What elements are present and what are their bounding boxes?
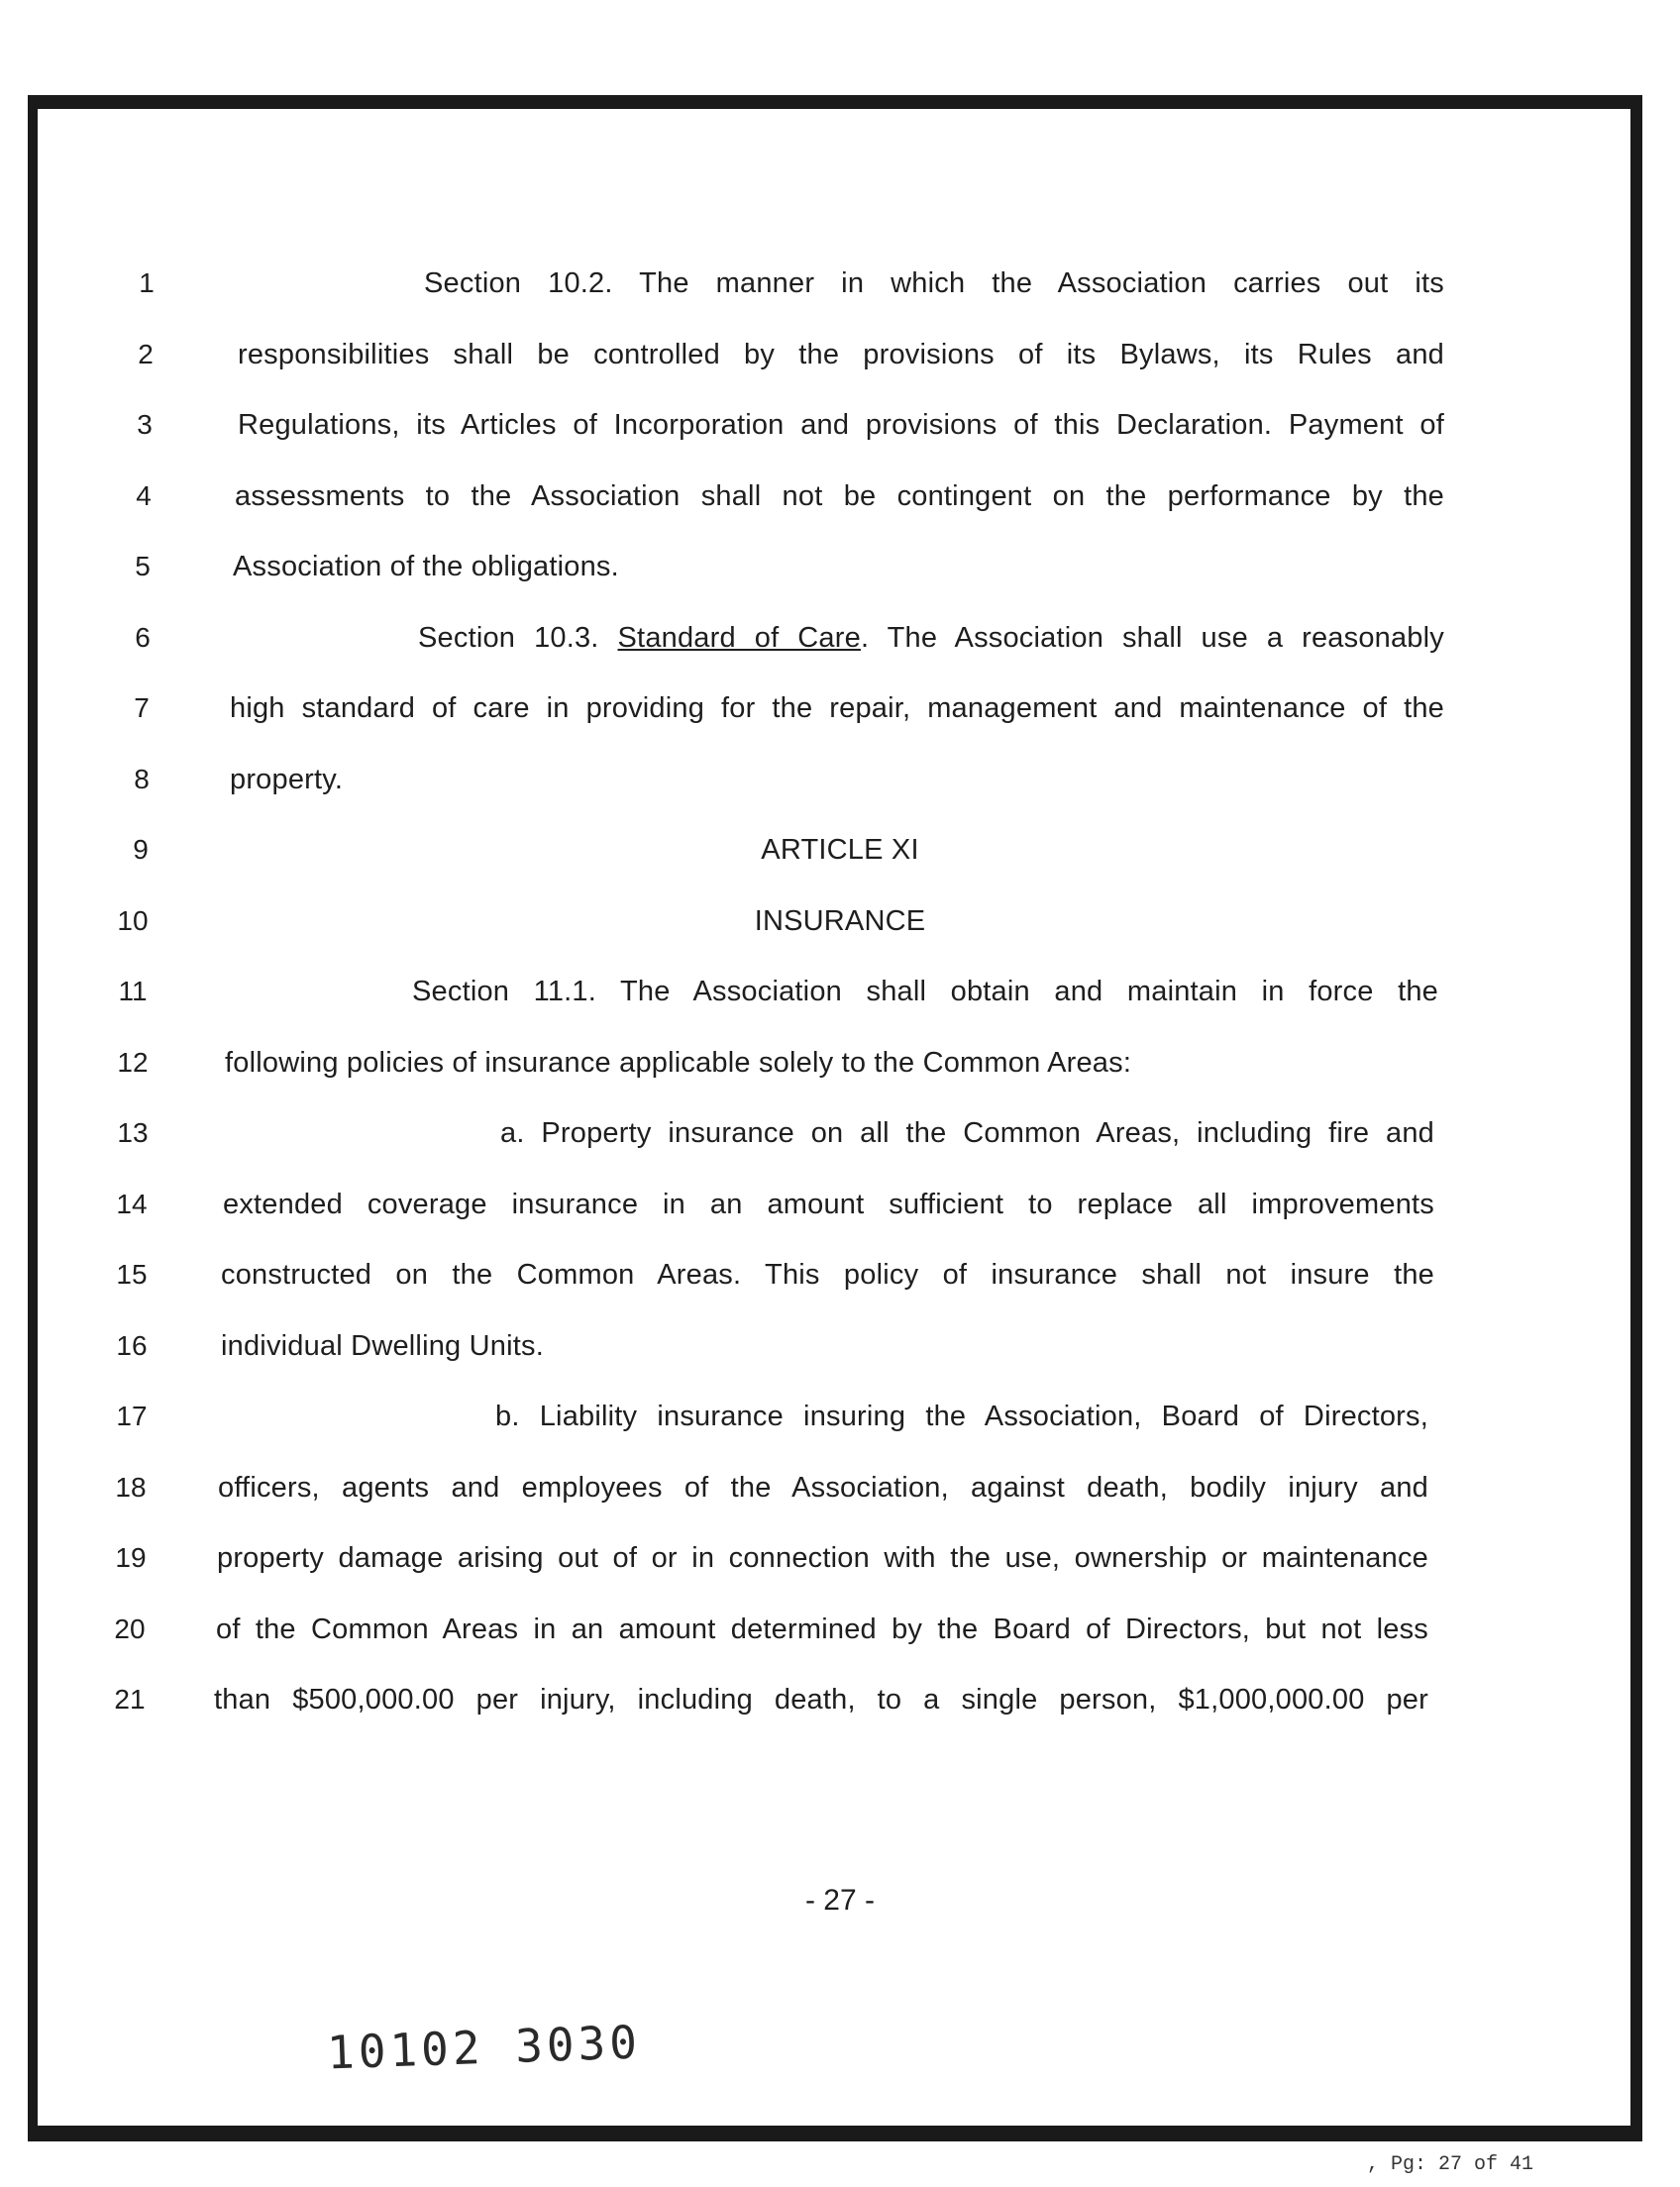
text-line xyxy=(495,1401,1428,1433)
text-line xyxy=(238,409,1444,442)
line-number: 1 xyxy=(139,267,155,298)
line-number: 6 xyxy=(135,621,151,653)
text-segment: responsibilities shall be controlled by the provisions of its Bylaws, its Rules and xyxy=(238,338,1444,370)
text-segment: assessments to the Association shall not be contingent on the performance by the xyxy=(235,479,1444,512)
underlined-heading: Standard of Care xyxy=(617,621,861,654)
line-number: 14 xyxy=(116,1188,148,1219)
line-number: 12 xyxy=(117,1046,149,1078)
text-line xyxy=(217,1542,1428,1575)
page-footer: , Pg: 27 of 41 xyxy=(1367,2153,1534,2176)
line-number: 16 xyxy=(116,1329,148,1361)
text-segment: Section 11.1. The Association shall obtain and maintain in force the xyxy=(412,976,1438,1007)
line-number: 19 xyxy=(115,1542,147,1573)
line-number: 7 xyxy=(134,692,150,723)
text-segment: property. xyxy=(230,763,344,795)
text-segment: a. Property insurance on all the Common Areas, including fire and xyxy=(500,1117,1434,1149)
line-number: 10 xyxy=(117,904,149,936)
text-segment: ARTICLE XI xyxy=(761,834,919,866)
text-line xyxy=(418,622,1444,655)
text-segment: constructed on the Common Areas. This policy of insurance shall not insure the xyxy=(221,1259,1434,1291)
text-line xyxy=(238,339,1444,371)
line-number: 2 xyxy=(138,338,154,369)
text-segment: Regulations, its Articles of Incorporation and provisions of this Declaration. Payment of xyxy=(238,409,1444,441)
text-line xyxy=(221,1330,1112,1363)
text-line xyxy=(216,1614,1428,1646)
line-number: 5 xyxy=(135,551,151,581)
text-line xyxy=(223,1189,1434,1221)
line-number: 13 xyxy=(117,1117,149,1148)
text-line xyxy=(214,1684,1428,1717)
text-segment: INSURANCE xyxy=(754,904,926,937)
line-number: 18 xyxy=(115,1471,147,1503)
text-segment: extended coverage insurance in an amount sufficient to replace all improvements xyxy=(223,1188,1434,1220)
text-line xyxy=(0,834,1680,867)
text-line xyxy=(230,692,1444,725)
page-number: - 27 - xyxy=(804,1884,876,1917)
line-number: 4 xyxy=(136,479,152,511)
text-segment: following policies of insurance applicable solely to the Common Areas: xyxy=(225,1046,1132,1079)
text-line xyxy=(0,905,1680,938)
line-number: 17 xyxy=(116,1401,148,1431)
text-line xyxy=(233,551,1124,583)
text-segment: than $500,000.00 per injury, including death, to a single person, $1,000,000.00 per xyxy=(214,1684,1428,1716)
text-line xyxy=(218,1472,1428,1505)
text-segment: officers, agents and employees of the Association, against death, bodily injury and xyxy=(218,1471,1428,1504)
text-segment: Association of the obligations. xyxy=(233,551,619,582)
text-segment: of the Common Areas in an amount determined by the Board of Directors, but not less xyxy=(216,1613,1428,1645)
text-segment: Section 10.2. The manner in which the Association carries out its xyxy=(424,267,1444,299)
text-line xyxy=(221,1259,1434,1292)
text-line xyxy=(424,267,1444,300)
text-line xyxy=(225,1047,1314,1080)
text-segment: . The Association shall use a reasonably xyxy=(860,621,1444,654)
line-number: 21 xyxy=(114,1684,146,1715)
line-number: 8 xyxy=(134,763,150,794)
recording-stamp: 10102 3030 xyxy=(326,2015,642,2080)
text-line xyxy=(230,764,1121,796)
line-number: 20 xyxy=(114,1613,146,1644)
line-number: 11 xyxy=(118,976,148,1006)
text-segment: high standard of care in providing for the repair, management and maintenance of the xyxy=(230,692,1444,724)
text-line xyxy=(235,480,1444,513)
line-number: 9 xyxy=(133,834,149,865)
text-segment: b. Liability insurance insuring the Association, Board of Directors, xyxy=(495,1401,1428,1432)
line-number: 15 xyxy=(116,1259,148,1290)
text-segment: individual Dwelling Units. xyxy=(221,1329,544,1362)
text-segment: Section 10.3. xyxy=(418,621,618,654)
text-segment: property damage arising out of or in connection with the use, ownership or maintenance xyxy=(217,1542,1428,1574)
line-number: 3 xyxy=(137,409,153,440)
text-line xyxy=(412,976,1438,1008)
text-line xyxy=(500,1117,1434,1150)
